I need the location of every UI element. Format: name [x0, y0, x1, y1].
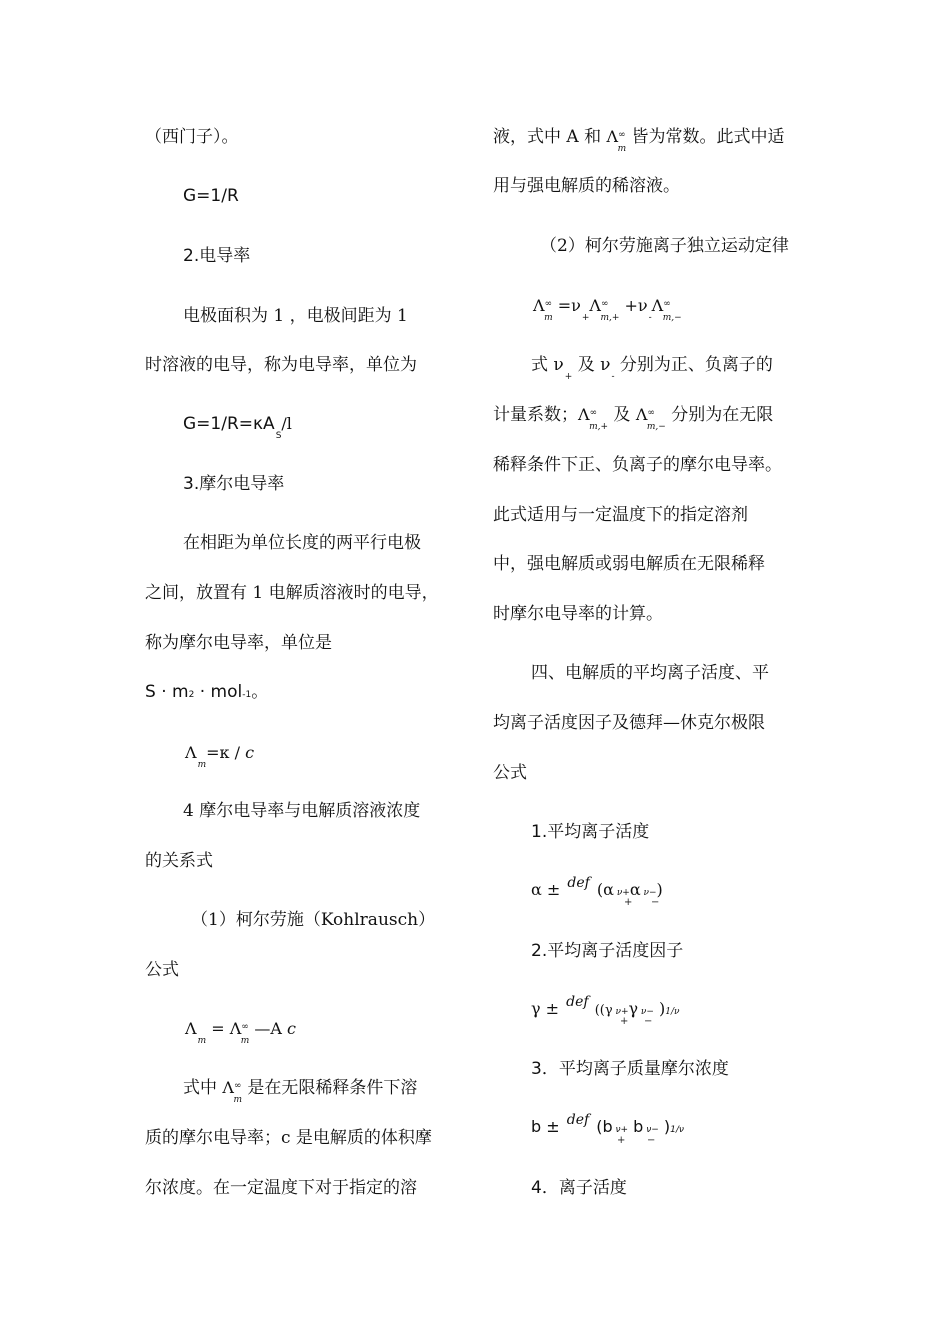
- formula-exponent: 1/ν: [670, 1125, 684, 1135]
- formula-subscript: +: [620, 1016, 629, 1027]
- formula-exponent: ν+: [612, 1007, 629, 1017]
- text-part: 及 ν: [572, 355, 611, 375]
- formula-subscript: +: [624, 897, 633, 908]
- formula-part: ): [658, 1117, 671, 1136]
- text-line: （1）柯尔劳施（Kohlrausch）: [191, 910, 436, 930]
- text-line: 4 摩尔电导率与电解质溶液浓度: [183, 801, 421, 821]
- formula-subscript: −: [651, 897, 660, 908]
- formula-exponent: ν−: [638, 1007, 654, 1017]
- text-line: 称为摩尔电导率，单位是: [145, 633, 332, 653]
- text-part: 式 ν: [531, 355, 564, 375]
- formula-part: =: [206, 1019, 230, 1038]
- formula-part: c: [287, 1019, 296, 1038]
- formula-part: (b: [591, 1117, 613, 1136]
- formula-exponent: ν−: [640, 888, 657, 898]
- text-line: [493, 404, 774, 432]
- formula-subscript: m: [197, 1036, 207, 1046]
- text-part: 式中: [183, 1078, 223, 1098]
- formula-mean-activity: [531, 875, 663, 904]
- formula-subscript: m,+: [589, 422, 608, 432]
- text-line: 之间，放置有 1 电解质溶液时的电导，: [145, 583, 439, 603]
- text-line: 公式: [145, 960, 179, 980]
- def-symbol: def: [566, 994, 589, 1010]
- formula-mean-activity-factor: [531, 994, 680, 1023]
- section-heading: 3．平均离子质量摩尔浓度: [531, 1059, 729, 1079]
- lambda-symbol: Λ: [185, 1019, 197, 1038]
- def-symbol: def: [566, 1112, 590, 1128]
- unit-part: S · m: [145, 682, 189, 702]
- lambda-symbol: Λ: [222, 1078, 234, 1097]
- infinity-symbol: ∞: [600, 299, 609, 309]
- text-line: 公式: [493, 763, 527, 783]
- text-line: 稀释条件下正、负离子的摩尔电导率。: [493, 455, 782, 475]
- section-heading: 四、电解质的平均离子活度、平: [531, 663, 769, 683]
- text-line: 均离子活度因子及德拜—休克尔极限: [493, 713, 765, 733]
- formula-subscript: −: [647, 1135, 656, 1146]
- formula-part: b: [628, 1117, 644, 1136]
- text-line: 中，强电解质或弱电解质在无限稀释: [493, 554, 765, 574]
- formula-subscript: m: [233, 1095, 243, 1105]
- lambda-symbol: Λ: [185, 743, 197, 762]
- text-line: （西门子）。: [145, 127, 239, 147]
- infinity-symbol: ∞: [589, 408, 598, 418]
- formula-part: γ ±: [531, 999, 565, 1018]
- formula-part: α ±: [531, 880, 566, 899]
- formula-subscript: -: [611, 372, 615, 382]
- unit-exponent: 2: [188, 690, 195, 700]
- unit-exponent: -1: [242, 690, 252, 700]
- lambda-symbol: Λ: [606, 127, 619, 146]
- formula-subscript: +: [564, 372, 573, 382]
- infinity-symbol: ∞: [618, 130, 626, 140]
- text-line: 尔浓度。在一定温度下对于指定的溶: [145, 1178, 417, 1198]
- text-part: 皆为常数。此式中适: [626, 127, 785, 147]
- lambda-symbol: Λ: [229, 1019, 242, 1038]
- formula-part: =κ /: [206, 743, 246, 762]
- formula-part: ((γ: [590, 1003, 613, 1018]
- formula-subscript: m: [544, 313, 553, 323]
- section-heading: 2.平均离子活度因子: [531, 941, 684, 961]
- text-line: 时摩尔电导率的计算。: [493, 604, 663, 624]
- lambda-symbol: Λ: [589, 296, 601, 315]
- section-heading: 3.摩尔电导率: [183, 474, 285, 494]
- formula-part: κA: [253, 414, 275, 434]
- formula-mean-molality: [531, 1112, 684, 1141]
- text-part: 是在无限稀释条件下溶: [242, 1078, 418, 1098]
- formula-conductivity: [183, 413, 292, 441]
- formula-subscript: +: [617, 1135, 626, 1146]
- text-line: 此式适用与一定温度下的指定溶剂: [493, 505, 748, 525]
- formula-subscript: m: [617, 144, 627, 154]
- infinity-symbol: ∞: [544, 299, 553, 309]
- text-part: 及: [608, 405, 636, 425]
- unit-line: [145, 681, 268, 706]
- formula-exponent: ν+: [612, 1125, 629, 1135]
- text-line: 用与强电解质的稀溶液。: [493, 176, 680, 196]
- infinity-symbol: ∞: [241, 1022, 249, 1032]
- formula-part: b ±: [531, 1117, 565, 1136]
- formula-part: c: [245, 743, 255, 762]
- formula-subscript: S: [275, 431, 282, 441]
- formula-subscript: m,+: [600, 313, 620, 323]
- text-line: [531, 354, 773, 382]
- lambda-symbol: Λ: [578, 405, 590, 424]
- formula-independent-migration: [533, 295, 682, 323]
- section-heading: 4．离子活度: [531, 1178, 627, 1198]
- text-line: 在相距为单位长度的两平行电极: [183, 533, 421, 553]
- text-line: 时溶液的电导，称为电导率，单位为: [145, 355, 417, 375]
- formula-subscript: m,−: [662, 313, 682, 323]
- text-line: 质的摩尔电导率；c 是电解质的体积摩: [145, 1128, 432, 1148]
- text-line: （2）柯尔劳施离子独立运动定律: [540, 236, 789, 256]
- section-heading: 2.电导率: [183, 246, 251, 266]
- text-part: 计量系数；: [493, 405, 578, 425]
- section-heading: 1.平均离子活度: [531, 822, 650, 842]
- text-part: 分别为正、负离子的: [614, 355, 773, 375]
- formula-kohlrausch: [185, 1018, 296, 1046]
- infinity-symbol: ∞: [663, 299, 671, 309]
- lambda-symbol: Λ: [651, 296, 664, 315]
- lambda-symbol: Λ: [635, 405, 648, 424]
- formula-conductance: G=1/R: [183, 186, 239, 206]
- formula-subscript: -: [648, 313, 652, 323]
- formula-part: =ν: [552, 296, 581, 315]
- formula-part: γ: [628, 999, 639, 1018]
- formula-part: ): [653, 999, 666, 1018]
- formula-subscript: m,−: [646, 422, 666, 432]
- formula-molar-conductivity: [185, 742, 255, 770]
- formula-part: +ν: [619, 296, 648, 315]
- unit-part: · mol: [194, 682, 243, 702]
- text-line: 的关系式: [145, 851, 213, 871]
- formula-part: (α: [591, 880, 614, 899]
- formula-part: G=1/R=: [183, 414, 254, 434]
- formula-part: —A: [249, 1019, 288, 1038]
- text-line: [493, 126, 785, 154]
- formula-subscript: m: [240, 1036, 250, 1046]
- formula-exponent: ν−: [643, 1125, 659, 1135]
- def-symbol: def: [567, 875, 590, 891]
- formula-exponent: 1/ν: [665, 1007, 680, 1017]
- formula-exponent: ν+: [613, 888, 630, 898]
- unit-part: 。: [251, 682, 269, 702]
- text-part: 液，式中 A 和: [493, 127, 607, 147]
- text-part: 分别为在无限: [665, 405, 774, 425]
- formula-part: /l: [281, 414, 292, 433]
- infinity-symbol: ∞: [647, 408, 655, 418]
- formula-subscript: m: [197, 760, 207, 770]
- text-line: [183, 1077, 418, 1105]
- formula-subscript: −: [644, 1016, 653, 1027]
- formula-part: α: [629, 880, 641, 899]
- formula-part: ): [656, 880, 663, 899]
- lambda-symbol: Λ: [533, 296, 545, 315]
- formula-subscript: +: [581, 313, 590, 323]
- text-line: 电极面积为 1 ，电极间距为 1: [183, 306, 408, 326]
- infinity-symbol: ∞: [233, 1081, 242, 1091]
